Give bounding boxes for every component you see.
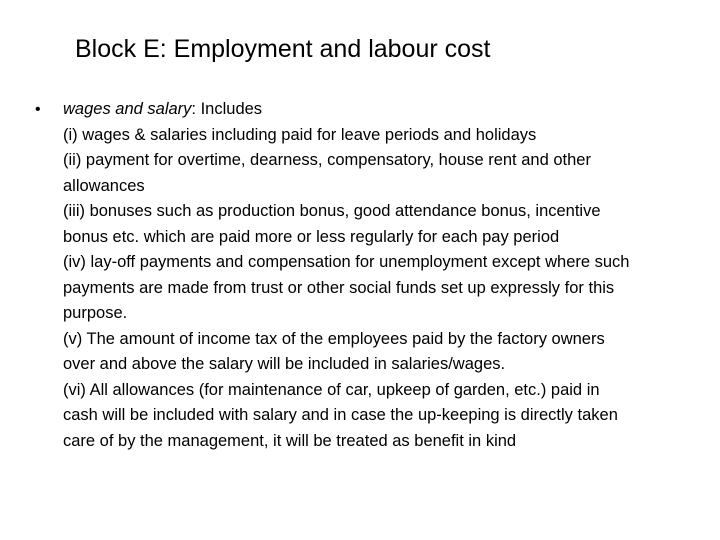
sub-item-v: (v) The amount of income tax of the employees paid by the factory owners over and above the salary will be included in salaries/wages. xyxy=(63,329,605,373)
bullet-marker: • xyxy=(35,101,41,118)
bullet-intro: : Includes xyxy=(191,100,263,118)
page-title: Block E: Employment and labour cost xyxy=(75,35,491,63)
sub-item-vi: (vi) All allowances (for maintenance of car, upkeep of garden, etc.) paid in cash will be included with salary and in case the up-keeping is directly taken care of by the management, it will be treated as benefit in kind xyxy=(63,380,618,450)
sub-item-ii: (ii) payment for overtime, dearness, compensatory, house rent and other allowances xyxy=(63,151,591,195)
sub-item-i: (i) wages & salaries including paid for leave periods and holidays xyxy=(63,125,537,144)
bullet-list xyxy=(35,97,655,454)
bullet-heading xyxy=(63,97,262,123)
bullet-term: wages and salary xyxy=(63,100,192,118)
sub-item-iv: (iv) lay-off payments and compensation for unemployment except where such payments are made from trust or other social funds set up expressly for this purpose. xyxy=(63,253,630,322)
sub-item-list xyxy=(63,123,655,455)
bullet-item xyxy=(35,97,655,123)
sub-item-iii: (iii) bonuses such as production bonus, good attendance bonus, incentive bonus etc. which are paid more or less regularly for each pay period xyxy=(63,202,601,246)
